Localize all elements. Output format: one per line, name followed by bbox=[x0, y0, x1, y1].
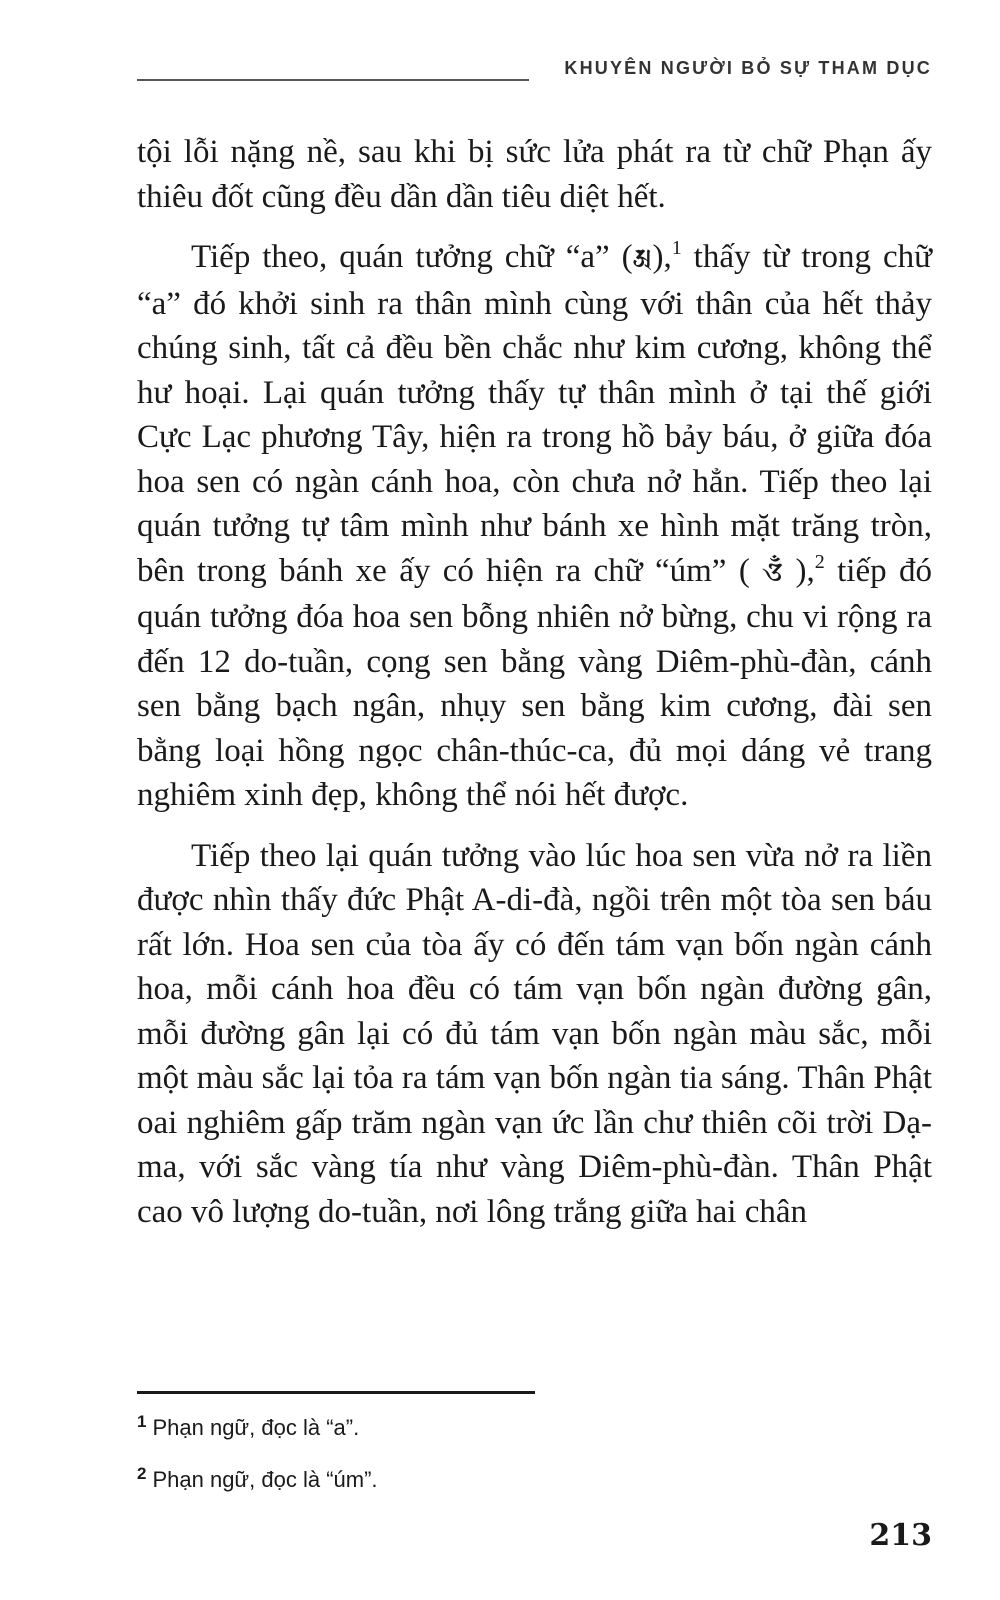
footnotes bbox=[137, 1406, 932, 1510]
footnote-1 bbox=[137, 1406, 932, 1444]
text-segment: Tiếp theo, quán tưởng chữ “a” ( bbox=[191, 239, 633, 275]
running-header bbox=[137, 58, 932, 88]
footnote-separator bbox=[137, 1391, 535, 1394]
text-segment: ), bbox=[652, 239, 672, 275]
text-segment: tiếp đó quán tưởng đóa hoa sen bỗng nhiên nở bừng, chu vi rộng ra đến 12 do-tuần, cọng sen bằng vàng Diêm-phù-đàn, cánh sen bằng bạch ngân, nhụy sen bằng kim cương, đài sen bằng loại hồng ngọc chân-thúc-ca, đủ mọi dáng vẻ trang nghiêm xinh đẹp, không thể nói hết được. bbox=[137, 552, 932, 813]
paragraph bbox=[137, 235, 932, 818]
footnote-number: 1 bbox=[137, 1412, 147, 1431]
chapter-title: KHUYÊN NGƯỜI BỎ SỰ THAM DỤC bbox=[564, 58, 932, 78]
footnote-text: Phạn ngữ, đọc là “a”. bbox=[152, 1415, 360, 1440]
footnote-text: Phạn ngữ, đọc là “úm”. bbox=[152, 1467, 378, 1492]
text-segment: tội lỗi nặng nề, sau khi bị sức lửa phát ra từ chữ Phạn ấy thiêu đốt cũng đều dần dần tiêu diệt hết. bbox=[137, 134, 932, 215]
sanskrit-om-glyph: 𑖌𑖼 bbox=[762, 557, 784, 588]
footnote-2 bbox=[137, 1458, 932, 1496]
page-number: 213 bbox=[869, 1518, 932, 1553]
text-segment: thấy từ trong chữ “a” đó khởi sinh ra thân mình cùng với thân của hết thảy chúng sinh, tất cả đều bền chắc như kim cương, không thể hư hoại. Lại quán tưởng thấy tự thân mình ở tại thế giới Cực Lạc phương Tây, hiện ra trong hồ bảy báu, ở giữa đóa hoa sen có ngàn cánh hoa, còn chưa nở hẳn. Tiếp theo lại quán tưởng tự tâm mình như bánh xe hình mặt trăng tròn, bên trong bánh xe ấy có hiện ra chữ “úm” ( bbox=[137, 239, 932, 589]
paragraph bbox=[137, 834, 932, 1235]
footnote-ref-1[interactable]: 1 bbox=[671, 237, 682, 259]
text-segment: Tiếp theo lại quán tưởng vào lúc hoa sen vừa nở ra liền được nhìn thấy đức Phật A-di-đà, ngồi trên một tòa sen báu rất lớn. Hoa sen của tòa ấy có đến tám vạn bốn ngàn cánh hoa, mỗi cánh hoa đều có tám vạn bốn ngàn đường gân, mỗi đường gân lại có đủ tám vạn bốn ngàn màu sắc, mỗi một màu sắc lại tỏa ra tám vạn bốn ngàn tia sáng. Thân Phật oai nghiêm gấp trăm ngàn vạn ức lần chư thiên cõi trời Dạ-ma, với sắc vàng tía như vàng Diêm-phù-đàn. Thân Phật cao vô lượng do-tuần, nơi lông trắng giữa hai chân bbox=[137, 837, 932, 1230]
body-text bbox=[137, 130, 932, 1250]
footnote-ref-2[interactable]: 2 bbox=[814, 550, 825, 573]
header-rule bbox=[137, 79, 529, 81]
sanskrit-a-glyph: 𑖀 bbox=[632, 244, 653, 274]
footnote-number: 2 bbox=[137, 1464, 147, 1483]
paragraph-continuation bbox=[137, 130, 932, 219]
text-segment: ), bbox=[783, 552, 815, 589]
